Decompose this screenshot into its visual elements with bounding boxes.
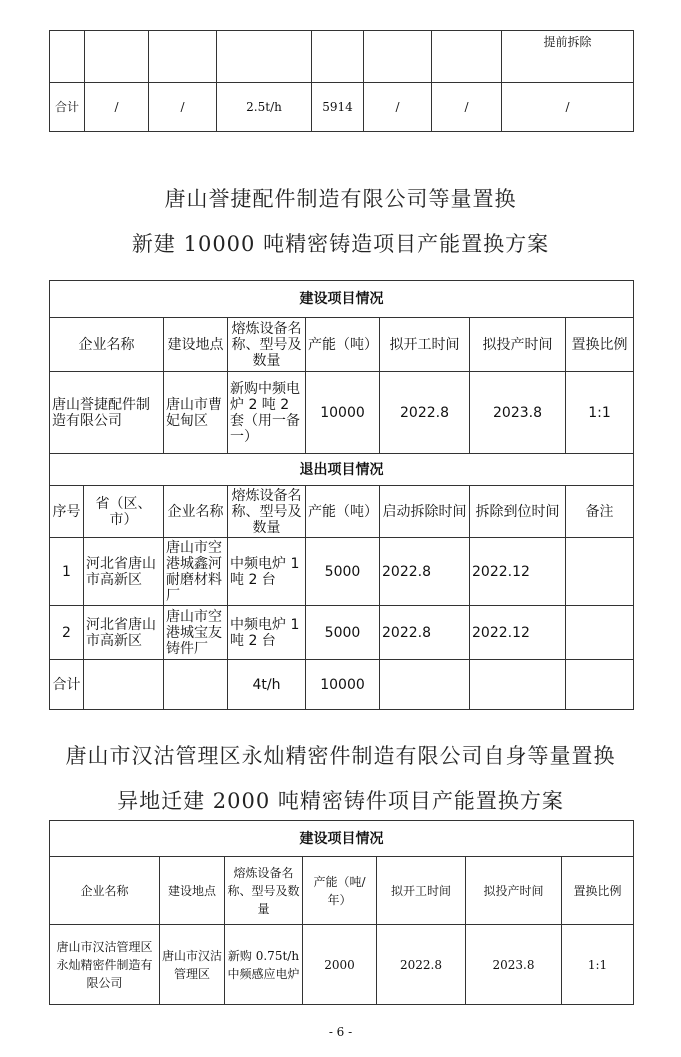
cell — [566, 538, 634, 606]
cell: 2 — [50, 606, 84, 660]
col-header: 企业名称 — [50, 857, 160, 925]
col-header: 拆除到位时间 — [470, 486, 566, 538]
note-cell: 提前拆除 — [502, 31, 634, 83]
cell: 2022.8 — [380, 606, 470, 660]
cell: 2022.12 — [470, 538, 566, 606]
cell: 10000 — [306, 660, 380, 710]
col-header: 建设地点 — [160, 857, 225, 925]
col-header: 产能（吨） — [306, 318, 380, 372]
cell: 中频电炉 1 吨 2 台 — [228, 538, 306, 606]
col-header: 企业名称 — [50, 318, 164, 372]
cell: 合计 — [50, 660, 84, 710]
cell: 1:1 — [562, 925, 634, 1005]
cell: 2022.12 — [470, 606, 566, 660]
section1-title-line1: 唐山誉捷配件制造有限公司等量置换 — [164, 187, 517, 211]
build-header: 建设项目情况 — [50, 821, 634, 857]
cell: 2023.8 — [470, 372, 566, 454]
exit-row — [50, 606, 634, 660]
col-header: 置换比例 — [566, 318, 634, 372]
col-header: 备注 — [566, 486, 634, 538]
col-header: 熔炼设备名称、型号及数量 — [228, 486, 306, 538]
exit-cols-row — [50, 486, 634, 538]
cell — [566, 660, 634, 710]
cell: 唐山誉捷配件制造有限公司 — [50, 372, 164, 454]
section1-table — [49, 280, 634, 710]
cell: 5000 — [306, 606, 380, 660]
cell: 2022.8 — [380, 372, 470, 454]
col-header: 拟开工时间 — [380, 318, 470, 372]
cell: 2000 — [303, 925, 377, 1005]
build-cols-row — [50, 318, 634, 372]
cell: / — [502, 83, 634, 132]
exit-row — [50, 538, 634, 606]
cell — [84, 660, 164, 710]
cell: / — [432, 83, 502, 132]
cell — [164, 660, 228, 710]
cell: / — [149, 83, 217, 132]
cell: 唐山市汉沽管理区永灿精密件制造有限公司 — [50, 925, 160, 1005]
cell: 2022.8 — [380, 538, 470, 606]
cell: 1 — [50, 538, 84, 606]
exit-total-row — [50, 660, 634, 710]
build-row — [50, 925, 634, 1005]
col-header: 置换比例 — [562, 857, 634, 925]
section1-title-line2: 新建 10000 吨精密铸造项目产能置换方案 — [131, 232, 550, 256]
cell: 河北省唐山市高新区 — [84, 606, 164, 660]
cell: 1:1 — [566, 372, 634, 454]
total-row — [50, 83, 634, 132]
col-header: 建设地点 — [164, 318, 228, 372]
build-cols-row — [50, 857, 634, 925]
top-partial-table — [49, 30, 634, 132]
cell: 2023.8 — [466, 925, 562, 1005]
cell: 5000 — [306, 538, 380, 606]
cell: 唐山市曹妃甸区 — [164, 372, 228, 454]
cell: 4t/h — [228, 660, 306, 710]
cell: 唐山市汉沽管理区 — [160, 925, 225, 1005]
cell — [470, 660, 566, 710]
cell: 5914 — [312, 83, 364, 132]
section2-title-line1: 唐山市汉沽管理区永灿精密件制造有限公司自身等量置换 — [65, 744, 616, 768]
col-header: 企业名称 — [164, 486, 228, 538]
cell: 10000 — [306, 372, 380, 454]
col-header: 产能（吨/年） — [303, 857, 377, 925]
cell: 唐山市空港城鑫河耐磨材料厂 — [164, 538, 228, 606]
cell: / — [85, 83, 149, 132]
col-header: 熔炼设备名称、型号及数量 — [225, 857, 303, 925]
cell: 中频电炉 1 吨 2 台 — [228, 606, 306, 660]
cell: 唐山市空港城宝友铸件厂 — [164, 606, 228, 660]
col-header: 启动拆除时间 — [380, 486, 470, 538]
col-header: 熔炼设备名称、型号及数量 — [228, 318, 306, 372]
cell: 新购 0.75t/h 中频感应电炉 — [225, 925, 303, 1005]
col-header: 产能（吨） — [306, 486, 380, 538]
col-header: 拟开工时间 — [377, 857, 466, 925]
cell: 新购中频电炉 2 吨 2 套（用一备一） — [228, 372, 306, 454]
col-header: 拟投产时间 — [470, 318, 566, 372]
cell: 2.5t/h — [217, 83, 312, 132]
section2-title-line2: 异地迁建 2000 吨精密铸件项目产能置换方案 — [117, 789, 564, 813]
cell: / — [364, 83, 432, 132]
build-row — [50, 372, 634, 454]
cell — [566, 606, 634, 660]
col-header: 序号 — [50, 486, 84, 538]
col-header: 拟投产时间 — [466, 857, 562, 925]
cell: 河北省唐山市高新区 — [84, 538, 164, 606]
cell — [380, 660, 470, 710]
section2-table — [49, 820, 634, 1005]
cell: 2022.8 — [377, 925, 466, 1005]
exit-header: 退出项目情况 — [50, 454, 634, 486]
cell: 合计 — [50, 83, 85, 132]
build-header: 建设项目情况 — [50, 281, 634, 318]
page-number: - 6 - — [328, 1025, 353, 1039]
col-header: 省（区、市） — [84, 486, 164, 538]
